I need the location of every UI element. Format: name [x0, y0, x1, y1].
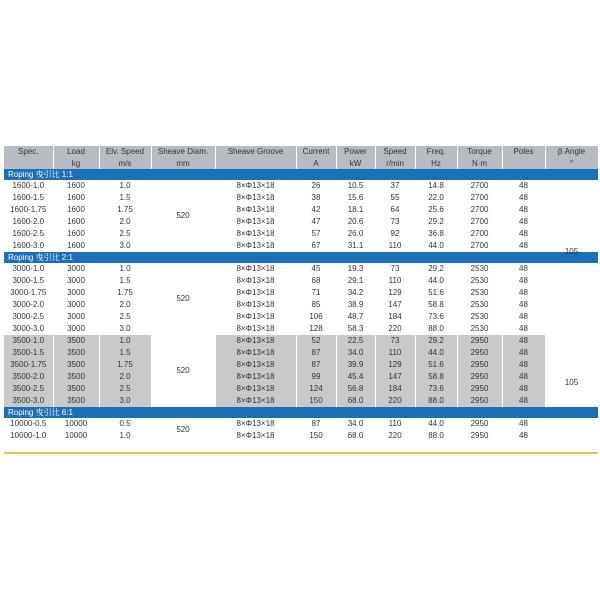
section-label: Roping 曳引比 2:1 [4, 252, 598, 263]
sheave-groove-cell: 8×Φ13×18 [215, 228, 296, 240]
spec-cell: 1600-3.0 [4, 240, 53, 252]
spec-cell: 3000-1.0 [4, 263, 53, 275]
elv-speed-cell: 2.5 [99, 383, 151, 395]
current-cell: 57 [296, 228, 336, 240]
elv-speed-cell: 2.5 [99, 311, 151, 323]
spec-cell: 3000-1.5 [4, 275, 53, 287]
load-cell: 1600 [53, 204, 99, 216]
speed-cell: 55 [375, 192, 415, 204]
freq-cell: 29.2 [415, 263, 457, 275]
elv-speed-cell: 0.5 [99, 418, 151, 430]
poles-cell: 48 [502, 383, 545, 395]
current-cell: 67 [296, 240, 336, 252]
table-row [4, 192, 598, 204]
freq-cell: 51.6 [415, 287, 457, 299]
table-row [4, 371, 598, 383]
sheave-groove-cell: 8×Φ13×18 [215, 311, 296, 323]
column-header: Speed [375, 146, 415, 158]
spec-cell: 10000-0.5 [4, 418, 53, 430]
speed-cell: 37 [375, 180, 415, 192]
elv-speed-cell: 3.0 [99, 323, 151, 335]
freq-cell: 29.2 [415, 216, 457, 228]
elv-speed-cell: 1.5 [99, 192, 151, 204]
sheave-groove-cell: 8×Φ13×18 [215, 263, 296, 275]
current-cell: 106 [296, 311, 336, 323]
load-cell: 3000 [53, 311, 99, 323]
column-unit [4, 158, 53, 169]
elevator-machine-spec-table [4, 146, 599, 442]
power-cell: 19.3 [336, 263, 375, 275]
power-cell: 34.2 [336, 287, 375, 299]
load-cell: 1600 [53, 180, 99, 192]
freq-cell: 51.6 [415, 359, 457, 371]
current-cell: 71 [296, 287, 336, 299]
table-row [4, 311, 598, 323]
column-unit: m/s [99, 158, 151, 169]
poles-cell: 48 [502, 430, 545, 442]
torque-cell: 2700 [457, 240, 502, 252]
torque-cell: 2950 [457, 335, 502, 347]
column-unit: mm [151, 158, 215, 169]
speed-cell: 184 [375, 383, 415, 395]
power-cell: 15.6 [336, 192, 375, 204]
speed-cell: 184 [375, 311, 415, 323]
poles-cell: 48 [502, 192, 545, 204]
table-row [4, 359, 598, 371]
power-cell: 34.0 [336, 347, 375, 359]
torque-cell: 2950 [457, 347, 502, 359]
speed-cell: 129 [375, 359, 415, 371]
torque-cell: 2700 [457, 228, 502, 240]
poles-cell: 48 [502, 371, 545, 383]
section-header-row [4, 169, 598, 180]
sheave-groove-cell: 8×Φ13×18 [215, 192, 296, 204]
column-header: Elv. Speed [99, 146, 151, 158]
poles-cell: 48 [502, 311, 545, 323]
table-row [4, 240, 598, 252]
current-cell: 68 [296, 275, 336, 287]
spec-cell: 1600-1.0 [4, 180, 53, 192]
table-row [4, 287, 598, 299]
spec-cell: 3000-1.75 [4, 287, 53, 299]
poles-cell: 48 [502, 287, 545, 299]
spec-cell: 3000-2.5 [4, 311, 53, 323]
freq-cell: 88.0 [415, 430, 457, 442]
load-cell: 3000 [53, 299, 99, 311]
table-row [4, 180, 598, 192]
power-cell: 48.7 [336, 311, 375, 323]
spec-cell: 3500-2.0 [4, 371, 53, 383]
speed-cell: 220 [375, 323, 415, 335]
torque-cell: 2530 [457, 287, 502, 299]
speed-cell: 73 [375, 216, 415, 228]
current-cell: 47 [296, 216, 336, 228]
elv-speed-cell: 3.0 [99, 395, 151, 407]
load-cell: 10000 [53, 430, 99, 442]
current-cell: 150 [296, 395, 336, 407]
column-unit [215, 158, 296, 169]
column-unit: Hz [415, 158, 457, 169]
sheave-diam-cell: 520 [151, 418, 215, 442]
speed-cell: 147 [375, 371, 415, 383]
load-cell: 3000 [53, 287, 99, 299]
load-cell: 10000 [53, 418, 99, 430]
power-cell: 68.0 [336, 430, 375, 442]
power-cell: 45.4 [336, 371, 375, 383]
poles-cell: 48 [502, 323, 545, 335]
sheave-groove-cell: 8×Φ13×18 [215, 180, 296, 192]
load-cell: 3500 [53, 395, 99, 407]
table-body [4, 169, 598, 442]
column-unit: A [296, 158, 336, 169]
sheave-groove-cell: 8×Φ13×18 [215, 383, 296, 395]
torque-cell: 2530 [457, 311, 502, 323]
freq-cell: 58.8 [415, 371, 457, 383]
section-label: Roping 曳引比 1:1 [4, 169, 598, 180]
poles-cell: 48 [502, 263, 545, 275]
elv-speed-cell: 2.0 [99, 299, 151, 311]
torque-cell: 2700 [457, 192, 502, 204]
poles-cell: 48 [502, 204, 545, 216]
column-unit: kg [53, 158, 99, 169]
table-row [4, 299, 598, 311]
poles-cell: 48 [502, 359, 545, 371]
poles-cell: 48 [502, 228, 545, 240]
load-cell: 3000 [53, 275, 99, 287]
poles-cell: 48 [502, 335, 545, 347]
torque-cell: 2950 [457, 383, 502, 395]
bottom-rule [4, 452, 598, 454]
power-cell: 22.5 [336, 335, 375, 347]
torque-cell: 2950 [457, 359, 502, 371]
load-cell: 3500 [53, 335, 99, 347]
poles-cell: 48 [502, 347, 545, 359]
spec-cell: 1600-1.5 [4, 192, 53, 204]
power-cell: 29.1 [336, 275, 375, 287]
load-cell: 1600 [53, 240, 99, 252]
freq-cell: 73.6 [415, 383, 457, 395]
section-header-row [4, 252, 598, 263]
power-cell: 39.9 [336, 359, 375, 371]
current-cell: 87 [296, 418, 336, 430]
poles-cell: 48 [502, 299, 545, 311]
load-cell: 1600 [53, 192, 99, 204]
section-label: Roping 曳引比 6:1 [4, 407, 598, 418]
header-row-names [4, 146, 598, 158]
freq-cell: 44.0 [415, 347, 457, 359]
elv-speed-cell: 1.75 [99, 287, 151, 299]
freq-cell: 44.0 [415, 418, 457, 430]
sheave-diam-cell: 520 [151, 180, 215, 252]
spec-cell: 1600-1.75 [4, 204, 53, 216]
section-header-row [4, 407, 598, 418]
load-cell: 3500 [53, 347, 99, 359]
freq-cell: 58.8 [415, 299, 457, 311]
load-cell: 1600 [53, 216, 99, 228]
load-cell: 3000 [53, 323, 99, 335]
torque-cell: 2700 [457, 180, 502, 192]
freq-cell: 88.0 [415, 323, 457, 335]
sheave-groove-cell: 8×Φ13×18 [215, 240, 296, 252]
torque-cell: 2530 [457, 323, 502, 335]
power-cell: 38.9 [336, 299, 375, 311]
power-cell: 68.0 [336, 395, 375, 407]
freq-cell: 88.0 [415, 395, 457, 407]
speed-cell: 147 [375, 299, 415, 311]
sheave-groove-cell: 8×Φ13×18 [215, 371, 296, 383]
column-unit: ° [545, 158, 598, 169]
elv-speed-cell: 1.5 [99, 275, 151, 287]
current-cell: 85 [296, 299, 336, 311]
sheave-groove-cell: 8×Φ13×18 [215, 430, 296, 442]
poles-cell: 48 [502, 240, 545, 252]
speed-cell: 73 [375, 263, 415, 275]
poles-cell: 48 [502, 418, 545, 430]
freq-cell: 25.6 [415, 204, 457, 216]
table-header [4, 146, 598, 169]
freq-cell: 29.2 [415, 335, 457, 347]
spec-cell: 1600-2.5 [4, 228, 53, 240]
poles-cell: 48 [502, 395, 545, 407]
torque-cell: 2700 [457, 216, 502, 228]
spec-cell: 3000-2.0 [4, 299, 53, 311]
poles-cell: 48 [502, 216, 545, 228]
elv-speed-cell: 1.75 [99, 359, 151, 371]
current-cell: 45 [296, 263, 336, 275]
speed-cell: 92 [375, 228, 415, 240]
elv-speed-cell: 1.0 [99, 430, 151, 442]
column-header: Torque [457, 146, 502, 158]
column-header: Current [296, 146, 336, 158]
spec-cell: 3500-2.5 [4, 383, 53, 395]
current-cell: 150 [296, 430, 336, 442]
spec-cell: 3000-3.0 [4, 323, 53, 335]
column-unit: N·m [457, 158, 502, 169]
power-cell: 31.1 [336, 240, 375, 252]
header-row-units [4, 158, 598, 169]
sheave-diam-cell: 520 [151, 263, 215, 335]
speed-cell: 129 [375, 287, 415, 299]
freq-cell: 73.6 [415, 311, 457, 323]
beta-angle-cell: 105 [545, 323, 598, 442]
freq-cell: 14.8 [415, 180, 457, 192]
speed-cell: 110 [375, 275, 415, 287]
sheave-groove-cell: 8×Φ13×18 [215, 204, 296, 216]
column-header: Sheave Diam. [151, 146, 215, 158]
spec-cell: 10000-1.0 [4, 430, 53, 442]
current-cell: 26 [296, 180, 336, 192]
load-cell: 3500 [53, 371, 99, 383]
sheave-groove-cell: 8×Φ13×18 [215, 418, 296, 430]
elv-speed-cell: 1.0 [99, 335, 151, 347]
column-header: Load [53, 146, 99, 158]
current-cell: 124 [296, 383, 336, 395]
table-row [4, 263, 598, 275]
sheave-groove-cell: 8×Φ13×18 [215, 347, 296, 359]
table-row [4, 323, 598, 335]
power-cell: 56.8 [336, 383, 375, 395]
power-cell: 34.0 [336, 418, 375, 430]
sheave-groove-cell: 8×Φ13×18 [215, 323, 296, 335]
torque-cell: 2700 [457, 204, 502, 216]
torque-cell: 2950 [457, 418, 502, 430]
spec-cell: 3500-1.75 [4, 359, 53, 371]
table-row [4, 430, 598, 442]
current-cell: 128 [296, 323, 336, 335]
power-cell: 26.0 [336, 228, 375, 240]
sheave-groove-cell: 8×Φ13×18 [215, 359, 296, 371]
load-cell: 1600 [53, 228, 99, 240]
speed-cell: 220 [375, 430, 415, 442]
freq-cell: 22.0 [415, 192, 457, 204]
column-unit [502, 158, 545, 169]
table-row [4, 383, 598, 395]
sheave-diam-cell: 520 [151, 335, 215, 407]
table-row [4, 335, 598, 347]
speed-cell: 64 [375, 204, 415, 216]
current-cell: 52 [296, 335, 336, 347]
current-cell: 38 [296, 192, 336, 204]
current-cell: 42 [296, 204, 336, 216]
spec-cell: 3500-1.0 [4, 335, 53, 347]
poles-cell: 48 [502, 275, 545, 287]
sheave-groove-cell: 8×Φ13×18 [215, 335, 296, 347]
elv-speed-cell: 2.5 [99, 228, 151, 240]
torque-cell: 2530 [457, 263, 502, 275]
freq-cell: 44.0 [415, 275, 457, 287]
table-row [4, 275, 598, 287]
poles-cell: 48 [502, 180, 545, 192]
column-header: Freq. [415, 146, 457, 158]
speed-cell: 220 [375, 395, 415, 407]
spec-cell: 1600-2.0 [4, 216, 53, 228]
torque-cell: 2950 [457, 371, 502, 383]
load-cell: 3000 [53, 263, 99, 275]
column-unit: r/min [375, 158, 415, 169]
spec-cell: 3500-1.5 [4, 347, 53, 359]
beta-angle-cell: 105 [545, 180, 598, 323]
power-cell: 18.1 [336, 204, 375, 216]
column-header: β Angle [545, 146, 598, 158]
column-unit: kW [336, 158, 375, 169]
load-cell: 3500 [53, 359, 99, 371]
sheave-groove-cell: 8×Φ13×18 [215, 275, 296, 287]
elv-speed-cell: 1.0 [99, 180, 151, 192]
speed-cell: 110 [375, 347, 415, 359]
speed-cell: 73 [375, 335, 415, 347]
table-row [4, 204, 598, 216]
table-row [4, 395, 598, 407]
column-header: Spec. [4, 146, 53, 158]
current-cell: 87 [296, 359, 336, 371]
elv-speed-cell: 3.0 [99, 240, 151, 252]
torque-cell: 2950 [457, 430, 502, 442]
freq-cell: 36.8 [415, 228, 457, 240]
elv-speed-cell: 2.0 [99, 216, 151, 228]
table-row [4, 216, 598, 228]
spec-cell: 3500-3.0 [4, 395, 53, 407]
column-header: Poles [502, 146, 545, 158]
sheave-groove-cell: 8×Φ13×18 [215, 395, 296, 407]
column-header: Sheave Groove [215, 146, 296, 158]
power-cell: 20.6 [336, 216, 375, 228]
torque-cell: 2530 [457, 275, 502, 287]
elv-speed-cell: 1.5 [99, 347, 151, 359]
table-row [4, 347, 598, 359]
power-cell: 58.3 [336, 323, 375, 335]
speed-cell: 110 [375, 240, 415, 252]
sheave-groove-cell: 8×Φ13×18 [215, 216, 296, 228]
load-cell: 3500 [53, 383, 99, 395]
torque-cell: 2530 [457, 299, 502, 311]
current-cell: 87 [296, 347, 336, 359]
current-cell: 99 [296, 371, 336, 383]
elv-speed-cell: 1.0 [99, 263, 151, 275]
elv-speed-cell: 1.75 [99, 204, 151, 216]
sheave-groove-cell: 8×Φ13×18 [215, 287, 296, 299]
power-cell: 10.5 [336, 180, 375, 192]
speed-cell: 110 [375, 418, 415, 430]
freq-cell: 44.0 [415, 240, 457, 252]
table-row [4, 418, 598, 430]
column-header: Power [336, 146, 375, 158]
sheave-groove-cell: 8×Φ13×18 [215, 299, 296, 311]
elv-speed-cell: 2.0 [99, 371, 151, 383]
table-row [4, 228, 598, 240]
torque-cell: 2950 [457, 395, 502, 407]
